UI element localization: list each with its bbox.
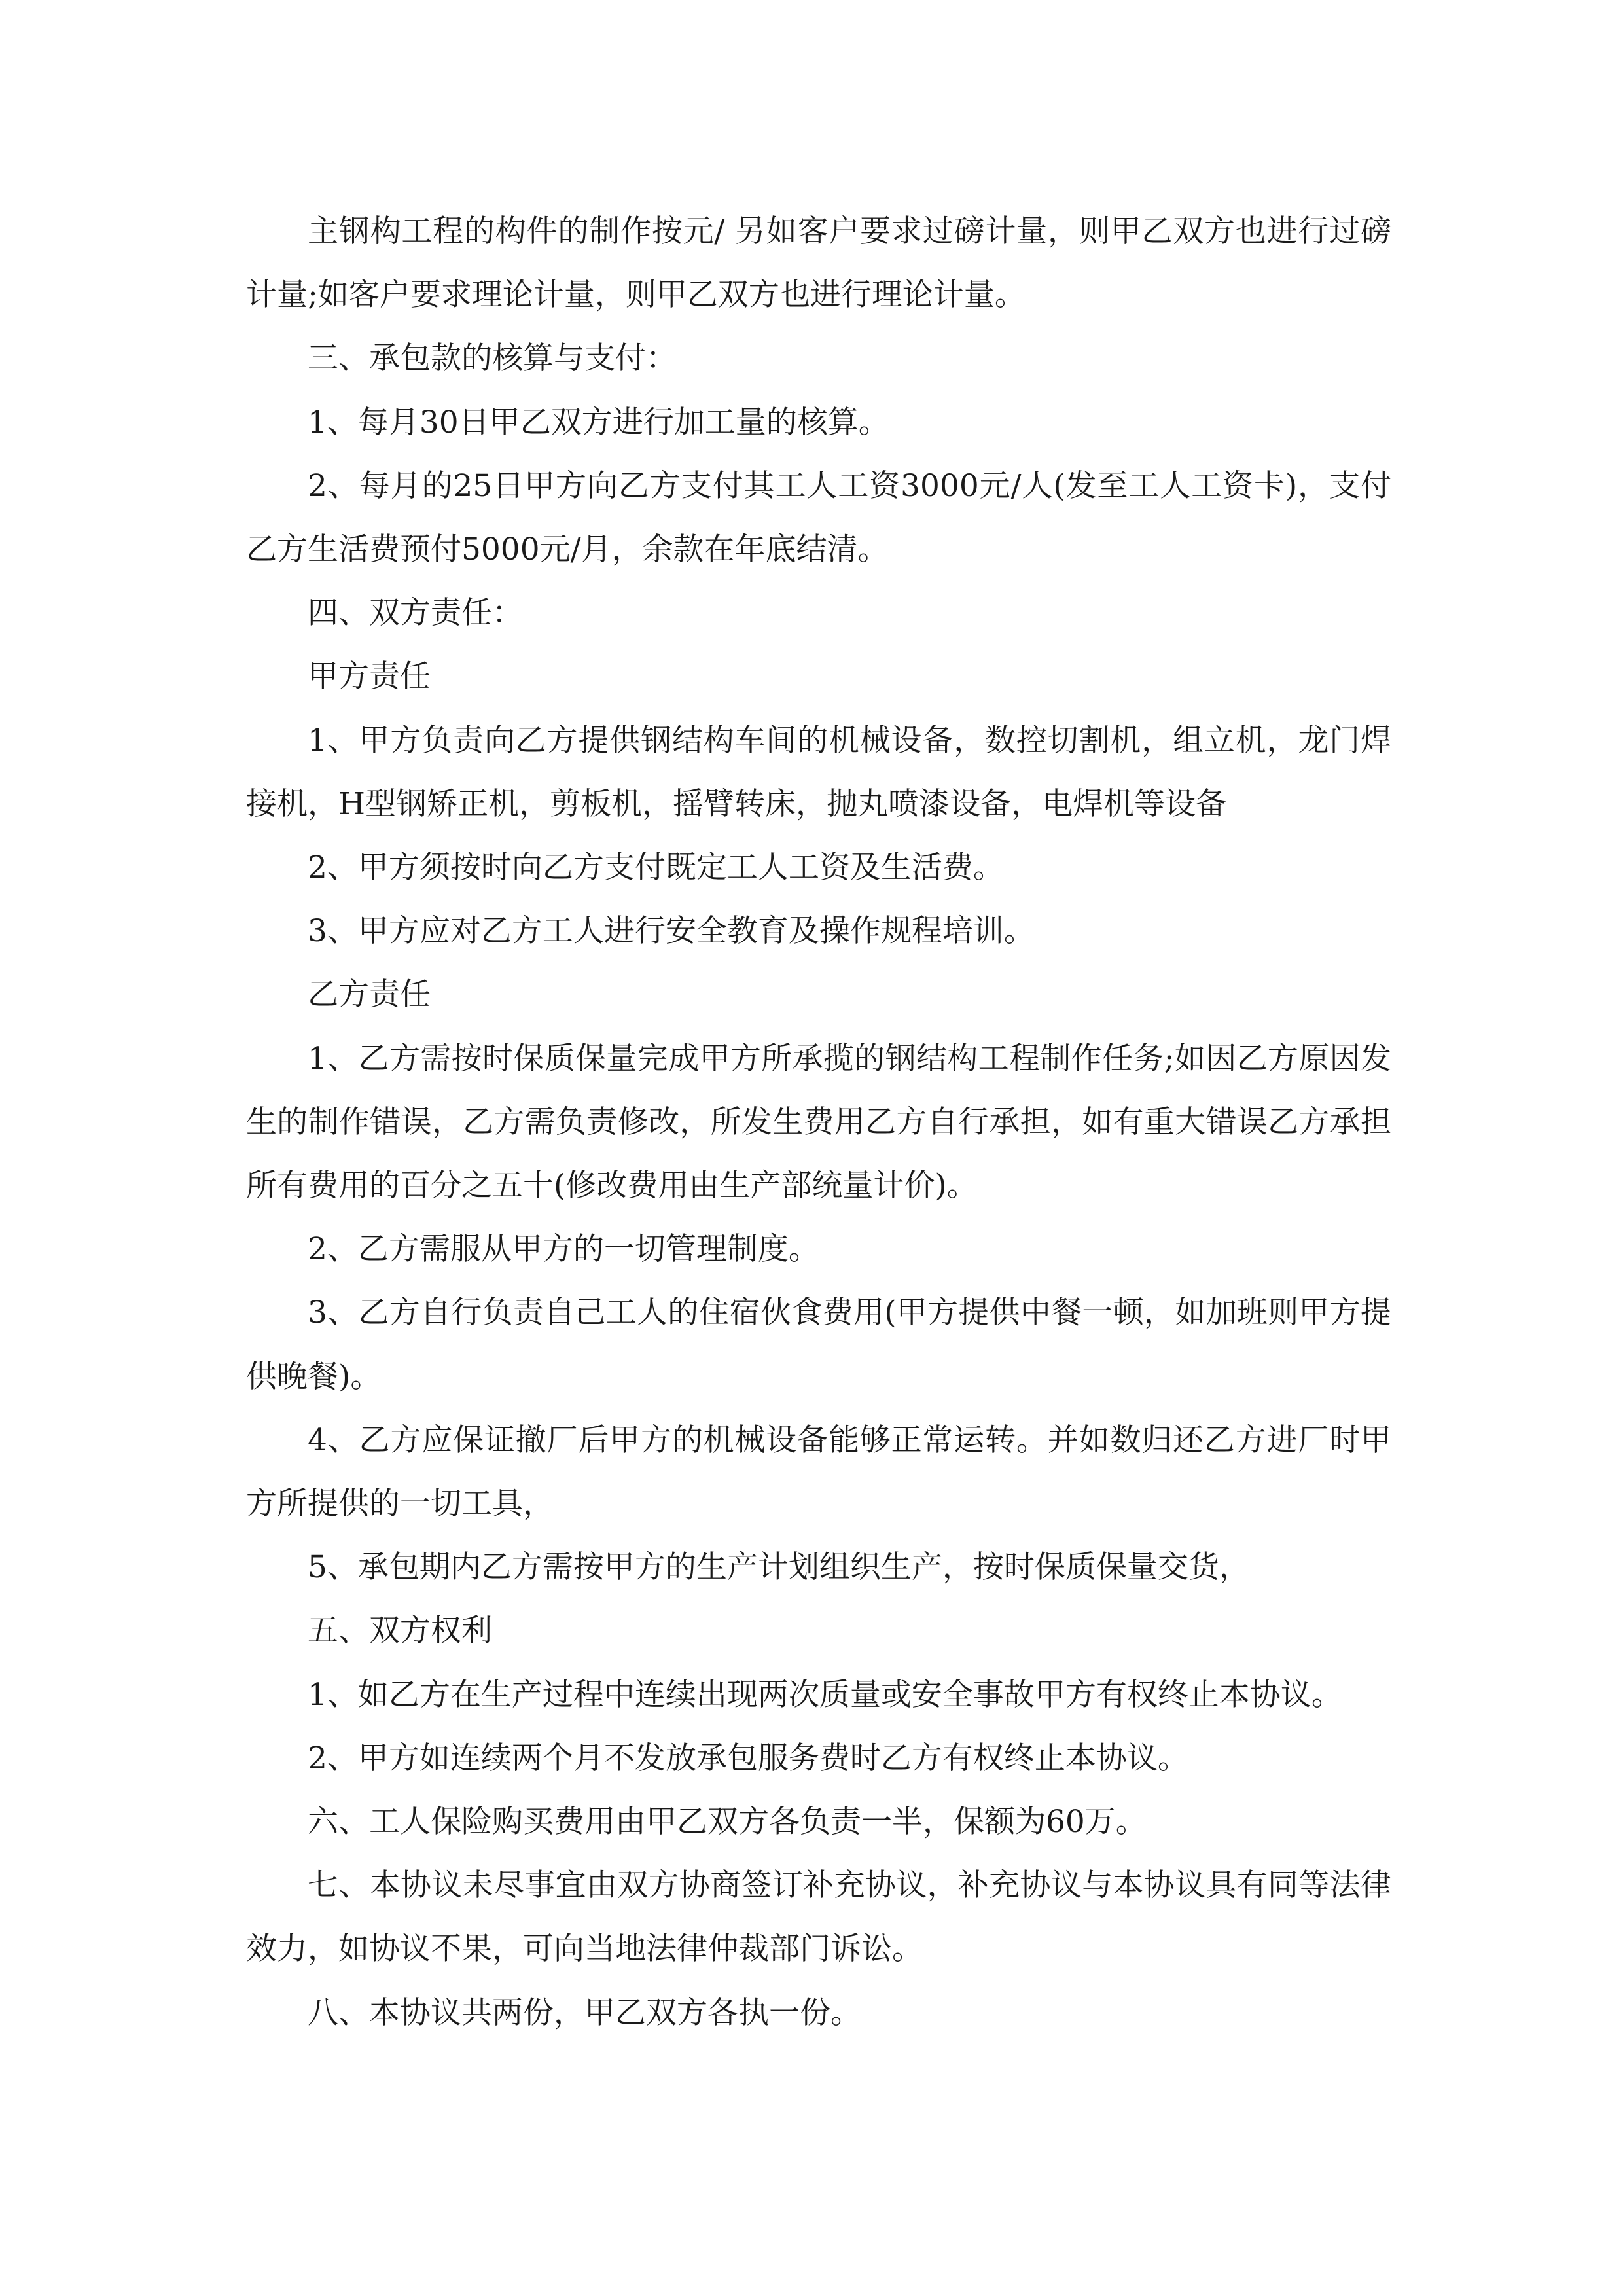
paragraph-party-b-4: 4、乙方应保证撤厂后甲方的机械设备能够正常运转。并如数归还乙方进厂时甲方所提供的一切工具，: [246, 1422, 1391, 1522]
paragraph-weighing: 主钢构工程的构件的制作按元/ 另如客户要求过磅计量，则甲乙双方也进行过磅计量;如客户要求理论计量，则甲乙双方也进行理论计量。: [246, 213, 1391, 314]
paragraph-payment-2: 2、每月的25日甲方向乙方支付其工人工资3000元/人(发至工人工资卡)，支付乙方生活费预付5000元/月，余款在年底结清。: [246, 467, 1391, 568]
subheading-party-b: 乙方责任: [308, 977, 431, 1013]
document-body: [246, 200, 1391, 2045]
paragraph-payment-1: 1、每月30日甲乙双方进行加工量的核算。: [308, 404, 889, 440]
paragraph-rights-1: 1、如乙方在生产过程中连续出现两次质量或安全事故甲方有权终止本协议。: [308, 1676, 1342, 1713]
subheading-party-a: 甲方责任: [308, 658, 431, 695]
heading-payment: 三、承包款的核算与支付：: [308, 340, 677, 377]
paragraph-party-b-5: 5、承包期内乙方需按甲方的生产计划组织生产，按时保质保量交货，: [308, 1549, 1250, 1586]
heading-rights: 五、双方权利: [308, 1613, 492, 1649]
paragraph-party-b-2: 2、乙方需服从甲方的一切管理制度。: [308, 1231, 819, 1268]
paragraph-copies: 八、本协议共两份，甲乙双方各执一份。: [308, 1994, 861, 2031]
paragraph-party-b-1: 1、乙方需按时保质保量完成甲方所承揽的钢结构工程制作任务;如因乙方原因发生的制作错误，乙方需负责修改，所发生费用乙方自行承担，如有重大错误乙方承担所有费用的百分之五十(修改费用由生产部统量计价)。: [246, 1040, 1391, 1204]
paragraph-party-b-3: 3、乙方自行负责自己工人的住宿伙食费用(甲方提供中餐一顿，如加班则甲方提供晚餐)。: [246, 1295, 1391, 1395]
paragraph-rights-2: 2、甲方如连续两个月不发放承包服务费时乙方有权终止本协议。: [308, 1740, 1188, 1776]
heading-responsibilities: 四、双方责任：: [308, 595, 523, 632]
paragraph-supplementary: 七、本协议未尽事宜由双方协商签订补充协议，补充协议与本协议具有同等法律效力，如协议不果，可向当地法律仲裁部门诉讼。: [246, 1867, 1391, 1967]
paragraph-party-a-1: 1、甲方负责向乙方提供钢结构车间的机械设备，数控切割机，组立机，龙门焊接机，H型钢矫正机，剪板机，摇臂转床，抛丸喷漆设备，电焊机等设备: [246, 722, 1391, 822]
paragraph-party-a-2: 2、甲方须按时向乙方支付既定工人工资及生活费。: [308, 850, 1004, 886]
paragraph-party-a-3: 3、甲方应对乙方工人进行安全教育及操作规程培训。: [308, 913, 1035, 950]
paragraph-insurance: 六、工人保险购买费用由甲乙双方各负责一半，保额为60万。: [308, 1804, 1147, 1840]
